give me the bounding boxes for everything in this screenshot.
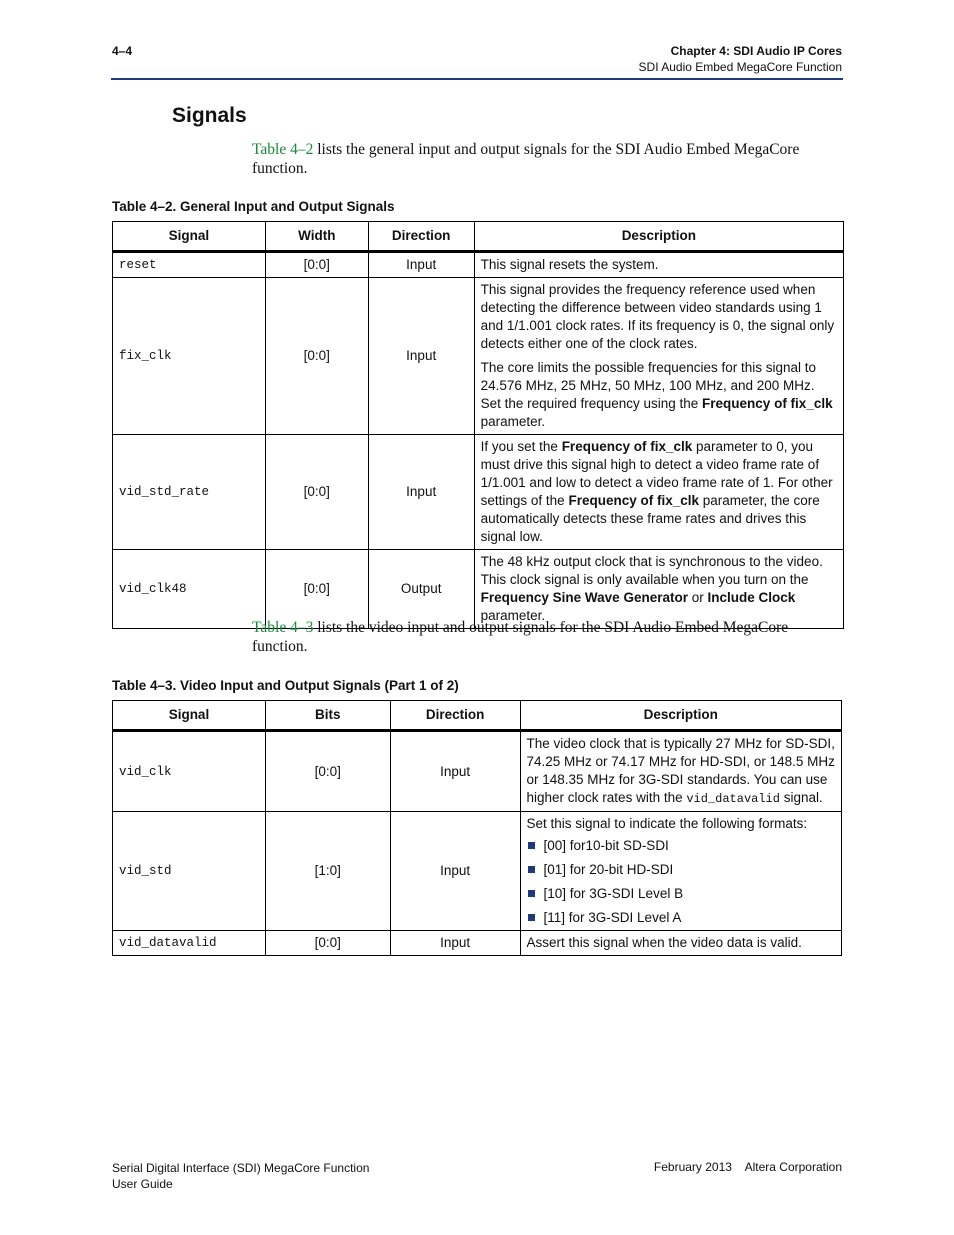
column-header: Signal [113, 701, 266, 731]
footer-date-corporation: February 2013 Altera Corporation [653, 1160, 842, 1174]
section-heading: Signals [172, 104, 247, 127]
table-row [113, 550, 844, 629]
table-row [113, 252, 844, 278]
signal-description [520, 812, 841, 931]
description-text: parameter. [480, 414, 546, 429]
signal-direction: Input [390, 812, 520, 931]
parameter-name: Frequency of fix_clk [702, 396, 833, 411]
parameter-name: Include Clock [707, 590, 796, 605]
signal-direction: Output [368, 550, 474, 629]
document-subtitle: User Guide [112, 1177, 173, 1191]
column-header: Bits [265, 701, 390, 731]
description-text: If you set the [480, 439, 562, 454]
list-item-text: [10] for 3G-SDI Level B [543, 886, 684, 901]
signal-direction: Input [390, 931, 520, 956]
header-rule [111, 78, 843, 80]
signal-name: vid_clk48 [113, 550, 266, 629]
column-header: Signal [113, 222, 266, 252]
table-row [113, 278, 844, 435]
signal-description: This signal resets the system. [474, 252, 843, 278]
column-header: Description [520, 701, 841, 731]
signal-width: [0:0] [265, 435, 368, 550]
document-title: Serial Digital Interface (SDI) MegaCore Function [112, 1161, 370, 1175]
signal-description: Assert this signal when the video data is valid. [520, 931, 841, 956]
signal-bits: [1:0] [265, 812, 390, 931]
video-signals-table [112, 700, 842, 956]
intro-paragraph-2 [252, 618, 812, 656]
intro-text: lists the video input and output signals for the SDI Audio Embed MegaCore function. [252, 619, 789, 655]
table-caption: Table 4–2. General Input and Output Signals [112, 199, 395, 214]
list-item-text: [11] for 3G-SDI Level A [543, 910, 682, 925]
description-paragraph: Set this signal to indicate the following formats: [526, 816, 808, 831]
column-header: Description [474, 222, 843, 252]
signal-name: vid_clk [113, 731, 266, 812]
signal-width: [0:0] [265, 278, 368, 435]
page-number: 4–4 [112, 44, 133, 58]
description-text: parameter. [480, 608, 546, 623]
square-bullet-icon [528, 890, 535, 897]
table-row [113, 731, 842, 812]
description-text: or [687, 590, 708, 605]
square-bullet-icon [528, 842, 535, 849]
intro-text: lists the general input and output signals for the SDI Audio Embed MegaCore function. [252, 141, 800, 177]
column-header: Direction [368, 222, 474, 252]
chapter-title: Chapter 4: SDI Audio IP Cores [670, 44, 842, 58]
description-text: parameter, the core automatically detects these frame rates and drives this signal low. [480, 493, 820, 544]
table-row [113, 931, 842, 956]
signal-direction: Input [368, 278, 474, 435]
description-text: parameter to 0, you must drive this signal high to detect a video frame rate of 1/1.001 and low to detect a video frame rate of 1. For other settings of the [480, 439, 833, 508]
signal-bits: [0:0] [265, 731, 390, 812]
signal-width: [0:0] [265, 550, 368, 629]
list-item [527, 885, 835, 903]
intro-paragraph-1 [252, 140, 812, 178]
table-row [113, 812, 842, 931]
parameter-name: Frequency Sine Wave Generator [480, 590, 688, 605]
table-caption: Table 4–3. Video Input and Output Signals (Part 1 of 2) [112, 678, 459, 693]
running-header [639, 43, 842, 75]
column-header: Direction [390, 701, 520, 731]
description-text: The video clock that is typically 27 MHz for SD-SDI, 74.25 MHz or 74.17 MHz for HD-SDI, or 148.5 MHz or 148.35 MHz for 3G-SDI standards. You can use higher clock rates with the [526, 736, 835, 805]
table-row [113, 435, 844, 550]
description-text: The core limits the possible frequencies for this signal to 24.576 MHz, 25 MHz, 50 MHz, 100 MHz, and 200 MHz. Set the required frequency using the [480, 360, 817, 411]
footer-left [112, 1160, 369, 1192]
list-item [527, 909, 835, 927]
signal-description [474, 550, 843, 629]
signal-description [474, 278, 843, 435]
square-bullet-icon [528, 866, 535, 873]
signal-name: vid_std_rate [113, 435, 266, 550]
general-signals-table [112, 221, 844, 629]
table-header-row [113, 701, 842, 731]
section-title: SDI Audio Embed MegaCore Function [638, 60, 842, 74]
signal-name: vid_datavalid [113, 931, 266, 956]
parameter-name: Frequency of fix_clk [568, 493, 699, 508]
list-item [527, 861, 835, 879]
signal-direction: Input [390, 731, 520, 812]
list-item-text: [00] for10-bit SD-SDI [543, 838, 669, 853]
signal-direction: Input [368, 435, 474, 550]
table-4-2-link[interactable]: Table 4–2 [252, 141, 314, 158]
format-list [527, 837, 835, 927]
list-item [527, 837, 835, 855]
description-text: signal. [779, 790, 823, 805]
signal-description [520, 731, 841, 812]
table-4-3-link[interactable]: Table 4–3 [252, 619, 314, 636]
signal-width: [0:0] [265, 252, 368, 278]
description-text: The 48 kHz output clock that is synchronous to the video. This clock signal is only available when you turn on the [480, 554, 823, 587]
signal-direction: Input [368, 252, 474, 278]
signal-bits: [0:0] [265, 931, 390, 956]
signal-name: reset [113, 252, 266, 278]
description-paragraph: This signal provides the frequency reference used when detecting the difference between video standards using 1 and 1/1.001 clock rates. If its frequency is 0, the signal only detects either one of the clock rates. [480, 282, 835, 351]
signal-reference: vid_datavalid [686, 792, 780, 806]
description-paragraph [481, 359, 837, 431]
square-bullet-icon [528, 914, 535, 921]
signal-name: fix_clk [113, 278, 266, 435]
table-header-row [113, 222, 844, 252]
column-header: Width [265, 222, 368, 252]
signal-description [474, 435, 843, 550]
parameter-name: Frequency of fix_clk [561, 439, 693, 454]
signal-name: vid_std [113, 812, 266, 931]
list-item-text: [01] for 20-bit HD-SDI [543, 862, 674, 877]
